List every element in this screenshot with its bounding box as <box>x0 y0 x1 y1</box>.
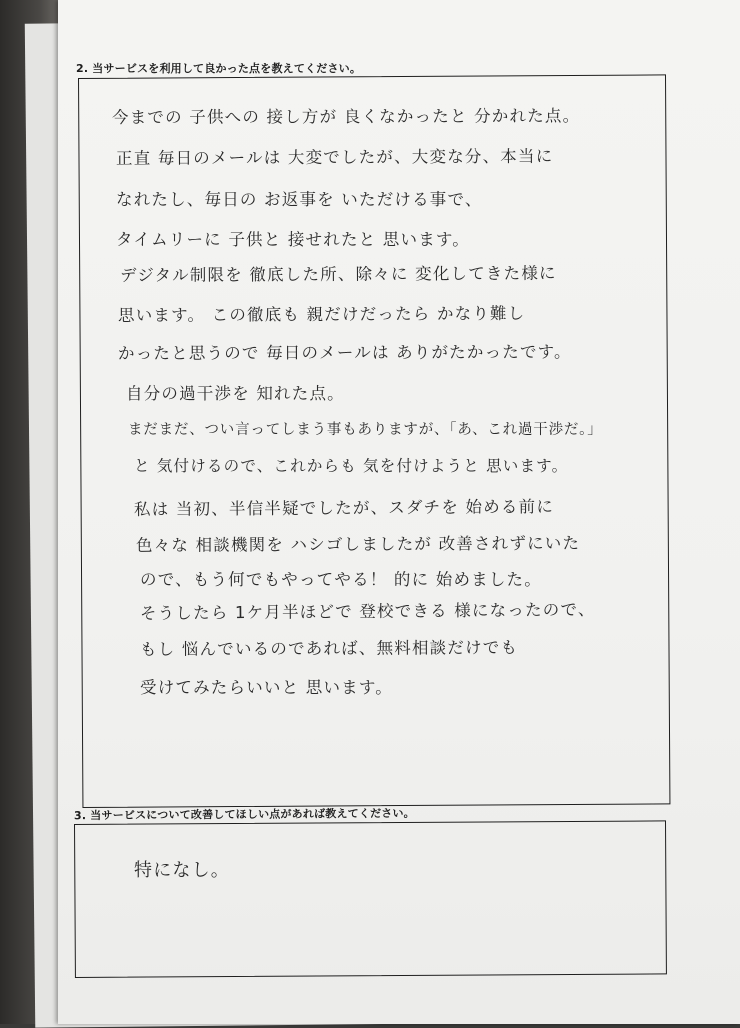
question-2-heading: 2. 当サービスを利用して良かった点を教えてください。 <box>76 62 362 75</box>
question-3-answer-box <box>74 820 667 978</box>
answer-line-16: 受けてみたらいいと 思います。 <box>140 678 393 697</box>
answer-line-1: 今までの 子供への 接し方が 良くなかったと 分かれた点。 <box>111 106 581 127</box>
answer-line-2: 正直 毎日のメールは 大変でしたが、大変な分、本当に <box>115 146 554 168</box>
question-3-answer: 特になし。 <box>134 860 230 881</box>
answer-line-12: 色々な 相談機関を ハシゴしましたが 改善されずにいた <box>135 533 581 555</box>
answer-line-8: 自分の過干渉を 知れた点。 <box>126 384 345 403</box>
answer-line-4: タイムリーに 子供と 接せれたと 思います。 <box>116 230 470 249</box>
answer-line-15: もし 悩んでいるのであれば、無料相談だけでも <box>139 638 519 659</box>
question-3-heading: 3. 当サービスについて改善してほしい点があれば教えてください。 <box>73 806 415 823</box>
answer-line-5: デジタル制限を 徹底した所、除々に 変化してきた様に <box>119 263 557 285</box>
answer-line-10: と 気付けるので、これからも 気を付けようと 思います。 <box>134 457 569 475</box>
answer-line-9: まだまだ、つい言ってしまう事もありますが、「あ、これ過干渉だ。」 <box>128 422 603 438</box>
answer-line-3: なれたし、毎日の お返事を いただける事で、 <box>116 190 483 209</box>
answer-line-14: そうしたら 1ケ月半ほどで 登校できる 様になったので、 <box>139 600 596 623</box>
answer-line-11: 私は 当初、半信半疑でしたが、スダチを 始める前に <box>133 497 555 519</box>
answer-line-6: 思います。 この徹底も 親だけだったら かなり難し <box>117 303 526 325</box>
answer-line-13: ので、もう何でもやってやる！ 的に 始めました。 <box>140 570 542 589</box>
answer-line-7: かったと思うので 毎日のメールは ありがたかったです。 <box>117 342 572 363</box>
